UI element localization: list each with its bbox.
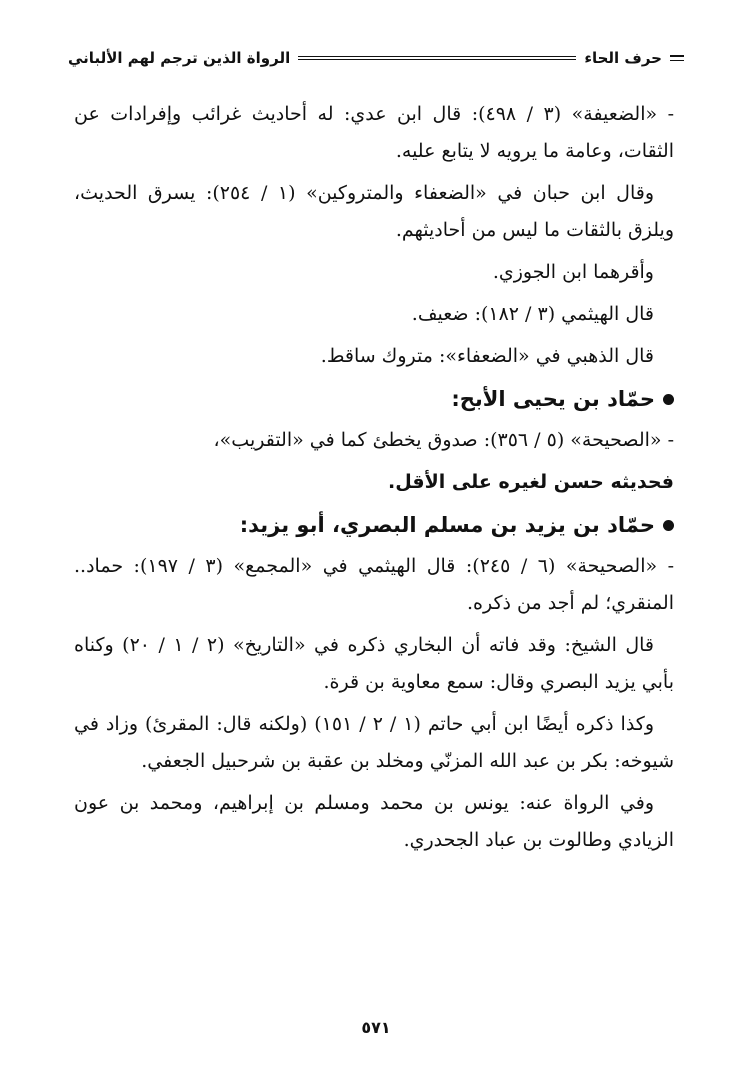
page-body	[74, 96, 674, 864]
paragraph: قال الشيخ: وقد فاته أن البخاري ذكره في «التاريخ» (٢ / ١ / ٢٠) وكناه بأبي يزيد البصري وقال: سمع معاوية بن قرة.	[74, 634, 674, 693]
paragraph: وأقرهما ابن الجوزي.	[492, 261, 654, 283]
book-title: الرواة الذين ترجم لهم الألباني	[68, 49, 291, 67]
paragraph: - «الضعيفة» (٣ / ٤٩٨): قال ابن عدي: له أحاديث غرائب وإفرادات عن الثقات، وعامة ما يرويه لا يتابع عليه.	[74, 103, 675, 162]
paragraph: وقال ابن حبان في «الضعفاء والمتروكين» (١ / ٢٥٤): يسرق الحديث، ويلزق بالثقات ما ليس من أحاديثهم.	[74, 182, 674, 241]
narrator-entry-heading	[74, 381, 674, 418]
paragraph: قال الهيثمي (٣ / ١٨٢): ضعيف.	[411, 303, 654, 325]
paragraph: - «الصحيحة» (٦ / ٢٤٥): قال الهيثمي في «المجمع» (٣ / ١٩٧): حماد.. المنقري؛ لم أجد من ذكره.	[74, 555, 675, 614]
paragraph: وفي الرواة عنه: يونس بن محمد ومسلم بن إبراهيم، ومحمد بن عون الزيادي وطالوت بن عباد الجحدري.	[74, 792, 674, 851]
narrator-entry-heading	[74, 507, 674, 544]
page-number: ٥٧١	[361, 1018, 391, 1037]
paragraph: قال الذهبي في «الضعفاء»: متروك ساقط.	[320, 345, 654, 367]
ruling-text: فحديثه حسن لغيره على الأقل.	[388, 471, 674, 493]
header-ornament	[670, 55, 684, 61]
bullet-icon	[663, 394, 674, 405]
narrator-name: حمّاد بن يحيى الأبح:	[451, 387, 655, 411]
paragraph: وكذا ذكره أيضًا ابن أبي حاتم (١ / ٢ / ١٥١) (ولكنه قال: المقرئ) وزاد في شيوخه: بكر بن عبد الله المزنّي ومخلد بن عقبة بن شرحبيل الجعفي.	[74, 713, 674, 772]
paragraph: - «الصحيحة» (٥ / ٣٥٦): صدوق يخطئ كما في «التقريب»،	[213, 429, 674, 451]
chapter-title: حرف الحاء	[584, 49, 662, 67]
running-header	[68, 40, 684, 76]
bullet-icon	[663, 520, 674, 531]
narrator-name: حمّاد بن يزيد بن مسلم البصري، أبو يزيد:	[239, 513, 655, 537]
header-rule	[298, 56, 576, 60]
